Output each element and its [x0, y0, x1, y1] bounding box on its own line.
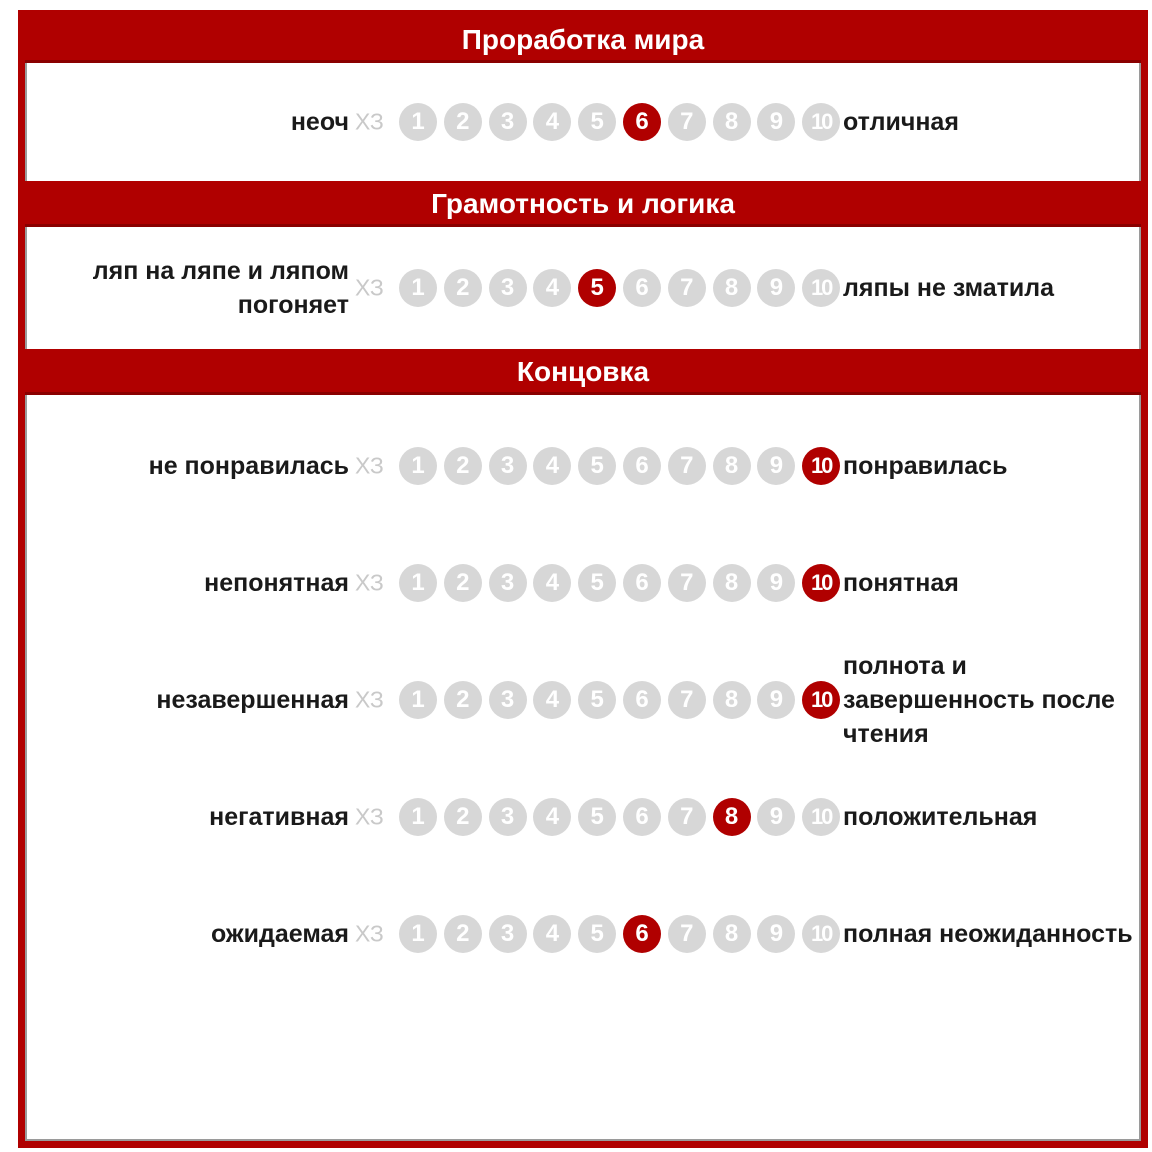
rating-circle-selected: 6	[623, 103, 661, 141]
dont-know-option: ХЗ	[355, 803, 384, 829]
rating-circle: 4	[533, 681, 571, 719]
rating-circle-selected: 10	[802, 681, 840, 719]
rating-row	[25, 875, 1141, 992]
low-end-label: не понравилась	[148, 451, 349, 480]
section-ending	[25, 349, 1141, 992]
rating-circle: 4	[533, 447, 571, 485]
rating-circle: 9	[757, 103, 795, 141]
rating-circle-selected: 10	[802, 447, 840, 485]
rating-circle: 7	[668, 681, 706, 719]
rating-circle: 4	[533, 103, 571, 141]
rating-circle: 9	[757, 798, 795, 836]
high-end-label: полная неожиданность	[843, 919, 1133, 948]
section-title: Проработка мира	[25, 17, 1141, 63]
rating-circle: 4	[533, 915, 571, 953]
rating-circle: 2	[444, 103, 482, 141]
rating-circle: 8	[713, 915, 751, 953]
rating-circle: 9	[757, 269, 795, 307]
rating-circle: 8	[713, 269, 751, 307]
rating-row	[25, 758, 1141, 875]
rating-circle: 5	[578, 564, 616, 602]
high-end-label: понравилась	[843, 451, 1008, 480]
rating-circle: 1	[399, 798, 437, 836]
section-world-building	[25, 17, 1141, 181]
dont-know-option: ХЗ	[355, 569, 384, 595]
rating-circle: 6	[623, 269, 661, 307]
rating-circle: 7	[668, 103, 706, 141]
section-title: Грамотность и логика	[25, 181, 1141, 227]
rating-row	[25, 524, 1141, 641]
rating-circle: 1	[399, 681, 437, 719]
low-end-label: неоч	[290, 108, 349, 136]
rating-circle: 6	[623, 447, 661, 485]
rating-circle: 2	[444, 915, 482, 953]
rating-circle: 5	[578, 447, 616, 485]
rating-circle: 1	[399, 269, 437, 307]
rating-circle: 1	[399, 915, 437, 953]
rating-circle: 7	[668, 269, 706, 307]
high-end-label: ляпы не зматила	[843, 274, 1055, 302]
rating-circle: 7	[668, 798, 706, 836]
rating-circle: 6	[623, 798, 661, 836]
rating-circle: 9	[757, 915, 795, 953]
rating-circle: 5	[578, 798, 616, 836]
rating-circle: 8	[713, 681, 751, 719]
rating-row	[25, 63, 1141, 181]
rating-circle: 8	[713, 447, 751, 485]
rating-circle: 3	[489, 564, 527, 602]
rating-circle: 10	[802, 103, 840, 141]
rating-circle: 2	[444, 564, 482, 602]
rating-circle-selected: 10	[802, 564, 840, 602]
rating-row	[25, 641, 1141, 758]
rating-circle: 3	[489, 681, 527, 719]
rating-circle: 3	[489, 447, 527, 485]
section-literacy-logic	[25, 181, 1141, 349]
rating-circle: 4	[533, 798, 571, 836]
rating-circle: 2	[444, 269, 482, 307]
rating-circle: 9	[757, 681, 795, 719]
low-end-label: непонятная	[204, 568, 349, 597]
rating-circle: 10	[802, 798, 840, 836]
rating-circle: 1	[399, 103, 437, 141]
rating-circle: 1	[399, 447, 437, 485]
rating-card	[18, 10, 1148, 1148]
rating-circle: 2	[444, 447, 482, 485]
rating-circle: 2	[444, 798, 482, 836]
dont-know-option: ХЗ	[355, 686, 384, 712]
rating-circle: 9	[757, 564, 795, 602]
rating-circle: 1	[399, 564, 437, 602]
dont-know-option: ХЗ	[355, 920, 384, 946]
rating-circle: 5	[578, 915, 616, 953]
rating-circle: 6	[623, 681, 661, 719]
section-title: Концовка	[25, 349, 1141, 395]
rating-circle: 3	[489, 269, 527, 307]
high-end-label: полнота и завершенность после чтения	[843, 651, 1115, 748]
rating-circle: 3	[489, 915, 527, 953]
dont-know-option: ХЗ	[355, 274, 384, 301]
low-end-label: ляп на ляпе и ляпом погоняет	[92, 257, 349, 319]
high-end-label: понятная	[843, 568, 959, 597]
rating-circle: 3	[489, 798, 527, 836]
rating-circle: 9	[757, 447, 795, 485]
rating-circle: 8	[713, 103, 751, 141]
dont-know-option: ХЗ	[355, 108, 384, 135]
rating-circle: 8	[713, 564, 751, 602]
low-end-label: ожидаемая	[210, 919, 349, 948]
rating-circle: 6	[623, 564, 661, 602]
rating-circle: 4	[533, 269, 571, 307]
rating-circle-selected: 5	[578, 269, 616, 307]
rating-circle: 7	[668, 915, 706, 953]
low-end-label: негативная	[209, 802, 349, 831]
rating-circle-selected: 8	[713, 798, 751, 836]
rating-row	[25, 227, 1141, 349]
rating-circle: 10	[802, 269, 840, 307]
rating-circle: 4	[533, 564, 571, 602]
high-end-label: положительная	[843, 802, 1038, 831]
rating-circle: 7	[668, 564, 706, 602]
rating-row	[25, 407, 1141, 524]
rating-circle: 10	[802, 915, 840, 953]
low-end-label: незавершенная	[156, 685, 349, 714]
high-end-label: отличная	[843, 108, 959, 136]
dont-know-option: ХЗ	[355, 452, 384, 478]
rating-circle: 2	[444, 681, 482, 719]
rating-circle: 5	[578, 681, 616, 719]
rating-circle: 5	[578, 103, 616, 141]
rating-circle: 7	[668, 447, 706, 485]
rating-circle: 3	[489, 103, 527, 141]
rating-circle-selected: 6	[623, 915, 661, 953]
